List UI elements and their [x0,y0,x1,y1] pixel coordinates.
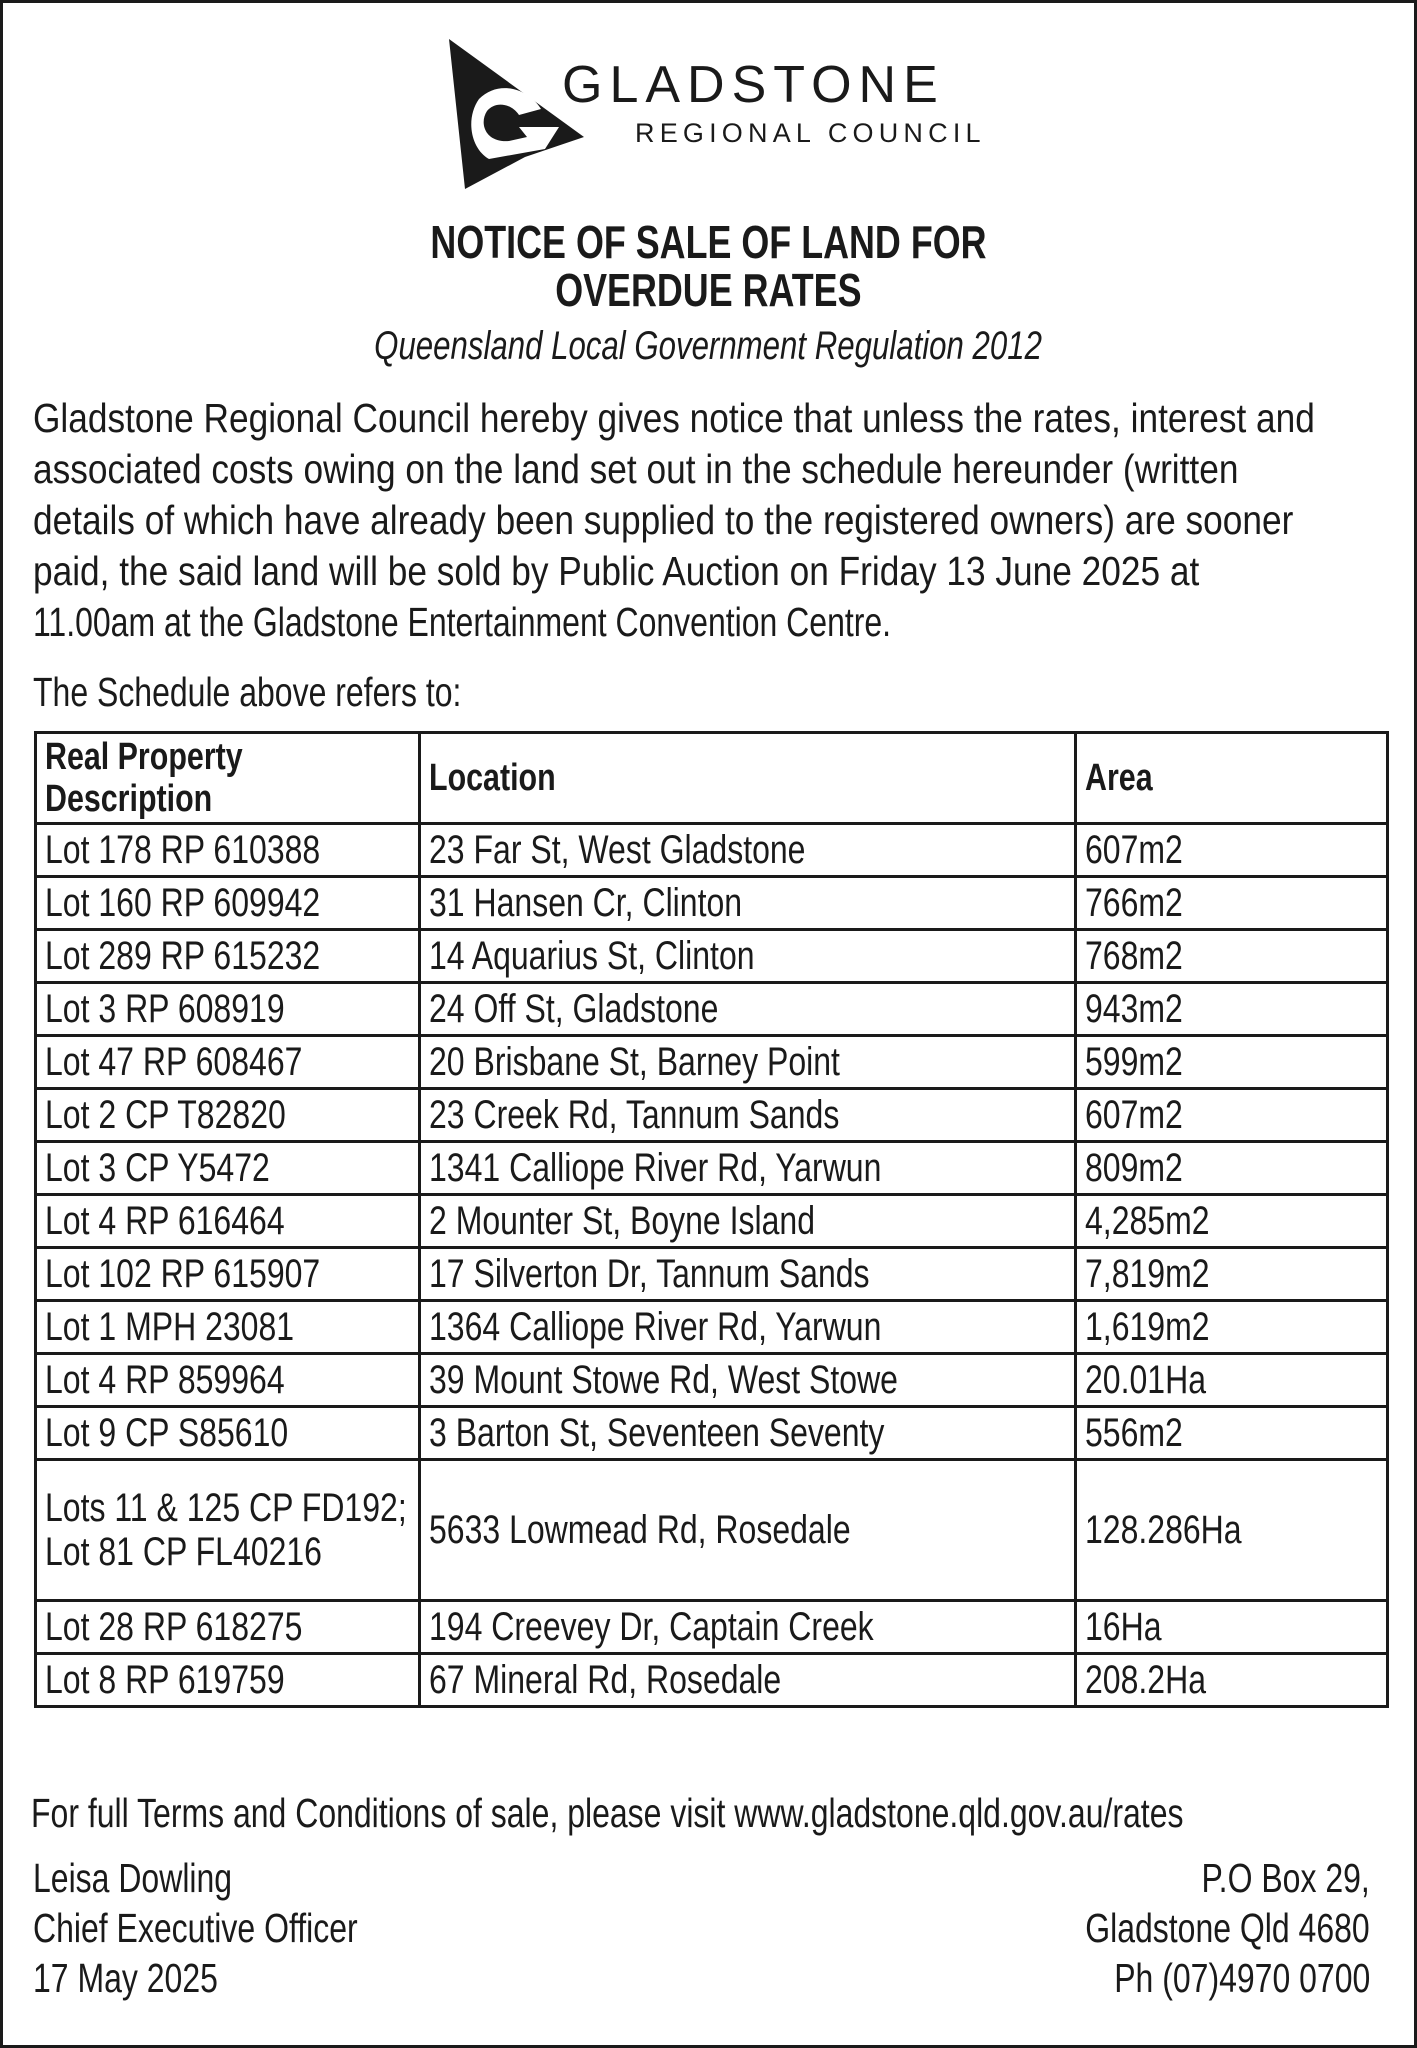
table-row [36,877,1388,930]
notice-date: 17 May 2025 [33,1955,218,2001]
table-row [36,1142,1388,1195]
schedule-intro: The Schedule above refers to: [33,669,462,715]
cell-area: 208.2Ha [1076,1654,1388,1707]
header-description: Real Property Description [36,733,420,824]
table-header-row [36,733,1388,824]
cell-area: 1,619m2 [1076,1301,1388,1354]
table-row [36,1407,1388,1460]
cell-area: 7,819m2 [1076,1248,1388,1301]
terms-link-text: For full Terms and Conditions of sale, please visit www.gladstone.qld.gov.au/rates [31,1790,1184,1836]
cell-description: Lot 8 RP 619759 [36,1654,420,1707]
logo-subtitle: REGIONAL COUNCIL [635,118,986,148]
notice-paragraph-line: associated costs owing on the land set out in the schedule hereunder (written [33,446,1239,492]
cell-area: 766m2 [1076,877,1388,930]
notice-paragraph-line: details of which have already been supplied to the registered owners) are sooner [33,497,1294,543]
notice-subtitle: Queensland Local Government Regulation 2012 [374,324,1043,368]
postal-address: P.O Box 29, [1201,1855,1370,1901]
cell-area: 607m2 [1076,824,1388,877]
table-row [36,1089,1388,1142]
cell-area: 4,285m2 [1076,1195,1388,1248]
cell-description: Lot 3 RP 608919 [36,983,420,1036]
cell-description: Lot 102 RP 615907 [36,1248,420,1301]
table-row [36,1601,1388,1654]
cell-location: 1364 Calliope River Rd, Yarwun [420,1301,1076,1354]
council-address-block [1005,1853,1370,2003]
table-row [36,824,1388,877]
schedule-table-body [36,824,1388,1707]
table-row [36,1195,1388,1248]
cell-area: 556m2 [1076,1407,1388,1460]
table-row [36,1354,1388,1407]
logo-wordmark: GLADSTONE [562,56,945,114]
table-row [36,930,1388,983]
cell-location: 3 Barton St, Seventeen Seventy [420,1407,1076,1460]
table-row [36,1036,1388,1089]
cell-description: Lot 160 RP 609942 [36,877,420,930]
cell-description: Lot 1 MPH 23081 [36,1301,420,1354]
council-logo [449,39,1009,189]
notice-title-line-2: OVERDUE RATES [555,264,862,316]
cell-area: 20.01Ha [1076,1354,1388,1407]
table-row [36,1460,1388,1601]
signatory-block [33,1853,449,2003]
notice-paragraph-line: paid, the said land will be sold by Public Auction on Friday 13 June 2025 at [33,548,1200,594]
cell-location: 17 Silverton Dr, Tannum Sands [420,1248,1076,1301]
cell-location: 5633 Lowmead Rd, Rosedale [420,1460,1076,1601]
cell-location: 194 Creevey Dr, Captain Creek [420,1601,1076,1654]
cell-location: 39 Mount Stowe Rd, West Stowe [420,1354,1076,1407]
table-row [36,983,1388,1036]
cell-area: 128.286Ha [1076,1460,1388,1601]
cell-description: Lot 4 RP 859964 [36,1354,420,1407]
header-area: Area [1076,733,1388,824]
cell-description: Lot 3 CP Y5472 [36,1142,420,1195]
cell-description: Lot 47 RP 608467 [36,1036,420,1089]
cell-area: 599m2 [1076,1036,1388,1089]
cell-area: 607m2 [1076,1089,1388,1142]
cell-area: 768m2 [1076,930,1388,983]
cell-description: Lot 178 RP 610388 [36,824,420,877]
cell-description: Lot 289 RP 615232 [36,930,420,983]
cell-location: 23 Far St, West Gladstone [420,824,1076,877]
cell-location: 1341 Calliope River Rd, Yarwun [420,1142,1076,1195]
cell-area: 943m2 [1076,983,1388,1036]
cell-description: Lots 11 & 125 CP FD192; Lot 81 CP FL40216 [36,1460,420,1601]
schedule-table [34,731,1389,1708]
cell-location: 14 Aquarius St, Clinton [420,930,1076,983]
header-location: Location [420,733,1076,824]
cell-area: 16Ha [1076,1601,1388,1654]
notice-title-line-1: NOTICE OF SALE OF LAND FOR [430,216,987,268]
cell-location: 67 Mineral Rd, Rosedale [420,1654,1076,1707]
cell-area: 809m2 [1076,1142,1388,1195]
cell-location: 31 Hansen Cr, Clinton [420,877,1076,930]
signatory-position: Chief Executive Officer [33,1905,358,1951]
cell-location: 23 Creek Rd, Tannum Sands [420,1089,1076,1142]
table-row [36,1248,1388,1301]
cell-location: 24 Off St, Gladstone [420,983,1076,1036]
phone-number: Ph (07)4970 0700 [1113,1955,1370,2001]
notice-paragraph-line: 11.00am at the Gladstone Entertainment Convention Centre. [33,599,892,645]
cell-location: 2 Mounter St, Boyne Island [420,1195,1076,1248]
cell-description: Lot 2 CP T82820 [36,1089,420,1142]
cell-description: Lot 9 CP S85610 [36,1407,420,1460]
notice-paragraph-line: Gladstone Regional Council hereby gives notice that unless the rates, interest and [33,395,1315,441]
cell-location: 20 Brisbane St, Barney Point [420,1036,1076,1089]
cell-description: Lot 4 RP 616464 [36,1195,420,1248]
town-address: Gladstone Qld 4680 [1085,1905,1370,1951]
signatory-name: Leisa Dowling [33,1855,233,1901]
cell-description: Lot 28 RP 618275 [36,1601,420,1654]
table-row [36,1654,1388,1707]
table-row [36,1301,1388,1354]
